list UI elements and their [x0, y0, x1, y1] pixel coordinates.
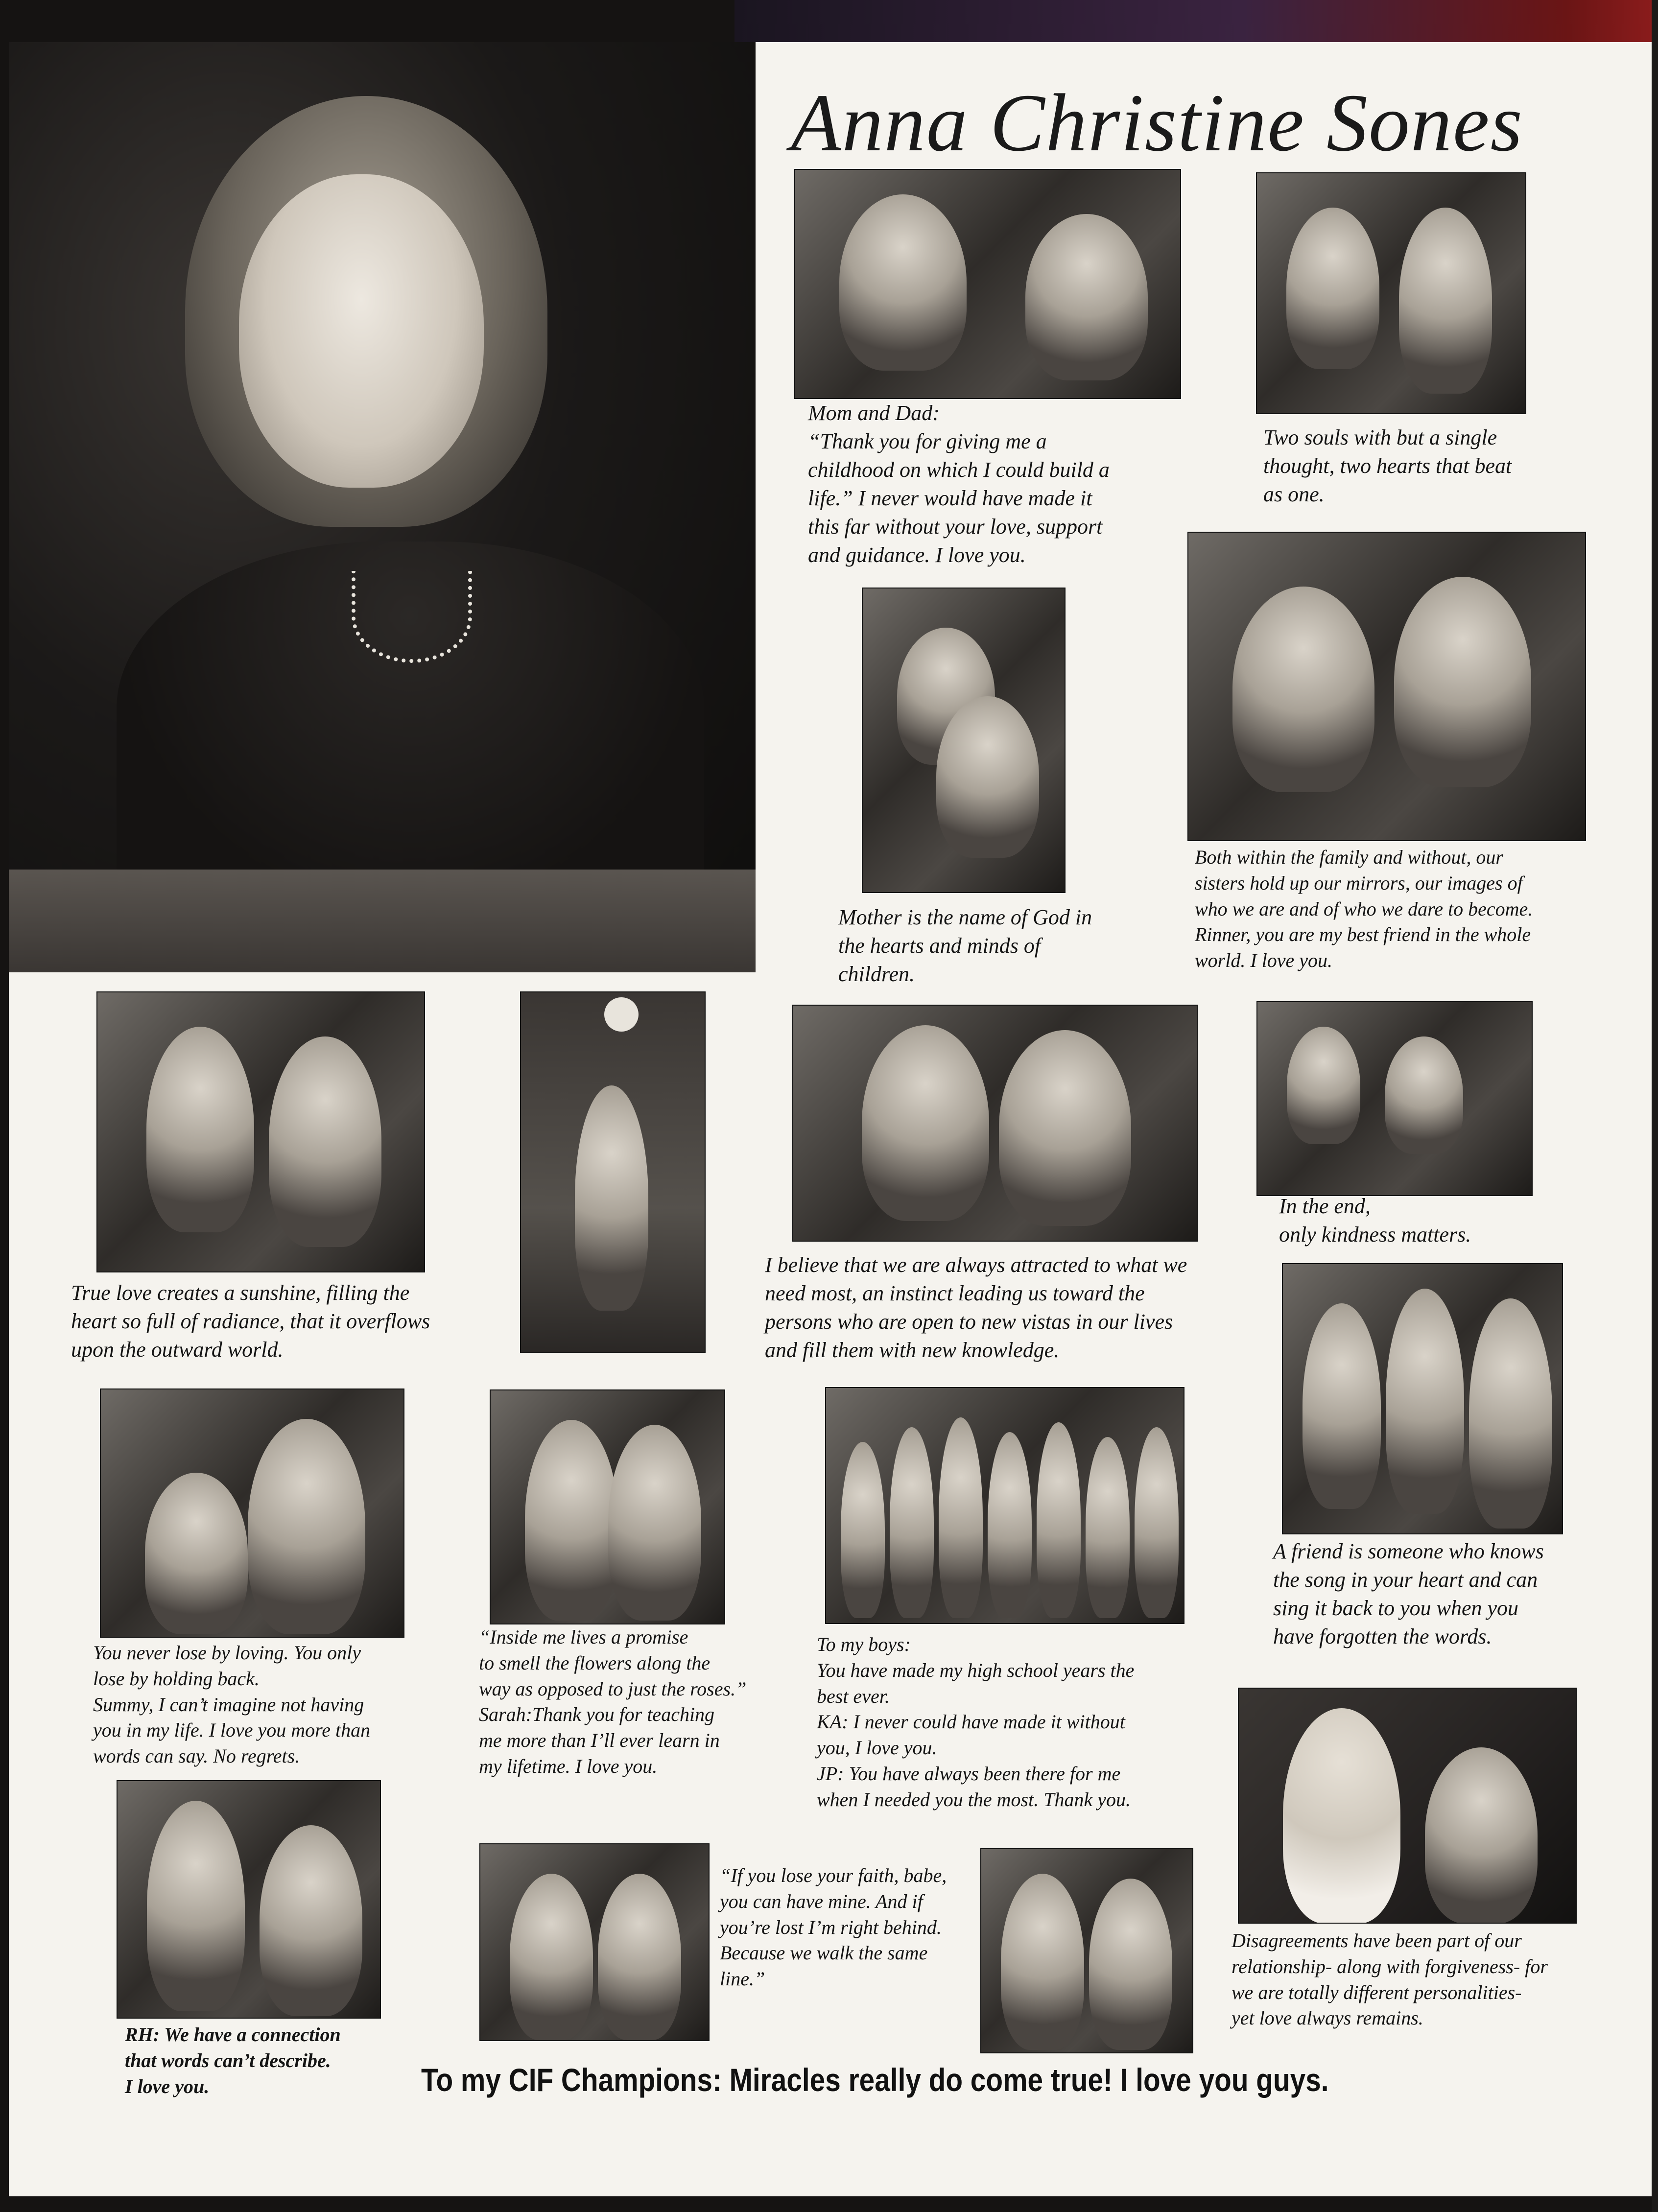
caption-two-souls: Two souls with but a single thought, two hearts that beat as one.	[1263, 425, 1512, 507]
caption-sisters: Both within the family and without, our sisters hold up our mirrors, our images of who we are and of who we dare to become. Rinner, you are my best friend in the whole world. I love you.	[1195, 846, 1533, 972]
photo-two-girls-bleachers	[980, 1848, 1193, 2053]
scan-right-edge	[1652, 0, 1658, 2212]
portrait-necklace	[352, 571, 472, 663]
photo-two-girls-formal	[479, 1843, 710, 2041]
scan-top-edge	[734, 0, 1658, 42]
photo-restaurant-table	[1256, 1001, 1533, 1196]
photo-volleyball	[520, 991, 706, 1353]
caption-faith: “If you lose your faith, babe, you can have mine. And if you’re lost I’m right behind. Because we walk the same line.”	[720, 1864, 947, 1990]
caption-mom-and-dad: Mom and Dad: “Thank you for giving me a childhood on which I could build a life.” I never would have made it this far without your love, support and guidance. I love you.	[808, 401, 1110, 567]
photo-couple-dance	[96, 991, 425, 1272]
caption-inside-me: “Inside me lives a promise to smell the flowers along the way as opposed to just the roses.” Sarah:Thank you for teaching me more than I’ll ever learn in my lifetime. I love you.	[479, 1626, 747, 1777]
caption-attracted: I believe that we are always attracted to what we need most, an instinct leading us toward the persons who are open to new vistas in our lives and fill them with new knowledge.	[765, 1253, 1187, 1363]
caption-disagreements: Disagreements have been part of our relationship- along with forgiveness- for we are totally different personalities- yet love always remains.	[1232, 1930, 1548, 2029]
photo-mom-and-dad	[794, 169, 1181, 399]
photo-three-friends	[1282, 1263, 1563, 1534]
photo-sisters	[1187, 532, 1586, 841]
caption-mother: Mother is the name of God in the hearts and minds of children.	[838, 905, 1092, 987]
photo-couple-formal	[1238, 1688, 1577, 1924]
photo-group-of-boys	[825, 1387, 1184, 1624]
photo-two-girls-dresses	[490, 1389, 725, 1624]
caption-rh: RH: We have a connection that words can’t describe. I love you.	[125, 2024, 341, 2097]
caption-true-love: True love creates a sunshine, filling the heart so full of radiance, that it overflows upon the outward world.	[71, 1281, 430, 1362]
caption-never-lose: You never lose by loving. You only lose by holding back. Summy, I can’t imagine not having you in my life. I love you more than words can say. No regrets.	[93, 1642, 371, 1767]
portrait-table	[9, 870, 756, 972]
page-title: Anna Christine Sones	[791, 77, 1523, 168]
photo-two-little-girls	[1256, 172, 1526, 414]
footer-dedication: To my CIF Champions: Miracles really do come true! I love you guys.	[421, 2062, 1329, 2098]
caption-kindness: In the end, only kindness matters.	[1279, 1194, 1471, 1247]
caption-my-boys: To my boys: You have made my high school years the best ever. KA: I never could have made it without you, I love you. JP: You have always been there for me when I needed you the most. Thank you.	[817, 1633, 1135, 1811]
caption-friend: A friend is someone who knows the song in your heart and can sing it back to you when you have forgotten the words.	[1273, 1539, 1544, 1649]
photo-mother-and-child	[862, 588, 1066, 893]
photo-couple-party	[100, 1388, 404, 1638]
photo-two-friends-smiling	[792, 1005, 1198, 1242]
photo-rh-couple	[117, 1780, 381, 2019]
portrait-face	[239, 174, 484, 488]
senior-portrait-photo	[9, 42, 756, 972]
